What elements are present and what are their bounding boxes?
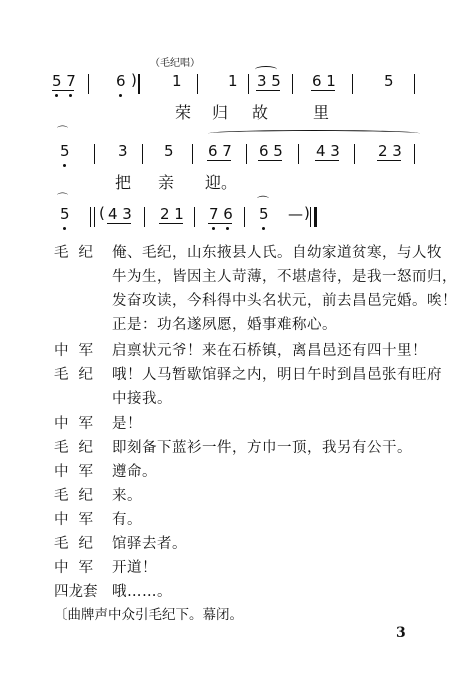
score-note: 2 1 (160, 205, 184, 223)
dialogue-line: 开道！ (112, 560, 157, 576)
speaker: 毛纪 (54, 536, 103, 552)
script-page: （毛纪唱） 5 7 6 ) 1 1 3 5 6 1 5 荣 归 故 里 ⌒ 5 3 5 6 7 6 5 4 3 2 3 把 亲 迎。 ⌒ 5 ( 4 3 2 1 7 6 ⌒ 5 — ) 毛纪 俺、毛纪，山东掖县人氏。自幼家道贫寒，与人牧 牛为生，皆因主人苛薄，不堪虐待，是我一怒而归， 发奋攻读，今科得中头名状元，前去昌邑完婚。唉！ 正是：功名遂夙愿，婚事难称心。 中军 启禀状元爷！来在石桥镇，离昌邑还有四十里！ 毛纪 哦！人马暂歇馆驿之内，明日午时到昌邑张有旺府 中接我。 中军 是！ 毛纪 即刻备下蓝衫一件，方巾一顶，我另有公干。 中军 遵命。 毛纪 来。 中军 有。 毛纪 馆驿去者。 中军 开道！ 四龙套 哦……。 〔曲牌声中众引毛纪下。幕闭。 3 (0, 0, 462, 690)
lyric: 里 (313, 103, 330, 122)
speaker: 毛纪 (54, 367, 103, 383)
speaker: 中军 (54, 464, 103, 480)
speaker: 毛纪 (54, 245, 103, 261)
stage-direction: 〔曲牌声中众引毛纪下。幕闭。 (54, 607, 243, 623)
dialogue-line: 有。 (112, 512, 142, 528)
dialogue-line: 哦……。 (112, 584, 172, 600)
lyric: 故 (252, 103, 269, 122)
score-note: 5 (164, 142, 174, 160)
speaker: 四龙套 (54, 584, 98, 600)
dialogue-line: 来。 (112, 488, 142, 504)
score-note: 6 1 (312, 72, 336, 90)
lyric: 把 (115, 173, 132, 192)
score-note: 3 (118, 142, 128, 160)
singer-annotation: （毛纪唱） (150, 58, 200, 69)
dialogue-line: 中接我。 (112, 391, 172, 407)
lyric: 亲 (158, 173, 175, 192)
score-note: 4 3 (108, 205, 132, 223)
dialogue-line: 馆驿去者。 (112, 536, 187, 552)
speaker: 中军 (54, 512, 103, 528)
dialogue-line: 遵命。 (112, 464, 157, 480)
score-row-3: 5 ( 4 3 2 1 7 6 ⌒ 5 — ) (52, 205, 412, 245)
score-note: 6 5 (259, 142, 283, 160)
score-note: 2 3 (378, 142, 402, 160)
score-note: 6 (116, 72, 126, 90)
speaker: 中军 (54, 560, 103, 576)
score-note: 5 (384, 72, 394, 90)
dialogue-line: 即刻备下蓝衫一件，方巾一顶，我另有公干。 (112, 440, 412, 456)
score-note: 1 (228, 72, 238, 90)
score-row-1: 5 7 6 ) 1 1 3 5 6 1 5 (52, 72, 412, 112)
speaker: 毛纪 (54, 488, 103, 504)
score-note: 4 3 (316, 142, 340, 160)
score-note: 7 6 (209, 205, 233, 223)
score-note: 1 (172, 72, 182, 90)
speaker: 毛纪 (54, 440, 103, 456)
page-number: 3 (396, 625, 406, 641)
score-note: 6 7 (208, 142, 232, 160)
lyric: 荣 (175, 103, 192, 122)
score-note: 5 7 (52, 72, 76, 90)
dialogue-line: 发奋攻读，今科得中头名状元，前去昌邑完婚。唉！ (112, 293, 457, 309)
dialogue-line: 是！ (112, 416, 142, 432)
dialogue-line: 俺、毛纪，山东掖县人氏。自幼家道贫寒，与人牧 (112, 245, 442, 261)
dialogue-line: 哦！人马暂歇馆驿之内，明日午时到昌邑张有旺府 (112, 367, 442, 383)
lyric: 迎。 (205, 173, 238, 192)
speaker: 中军 (54, 343, 103, 359)
speaker: 中军 (54, 416, 103, 432)
score-note: 3 5 (257, 72, 281, 90)
score-dash: — (288, 205, 303, 223)
dialogue-line: 牛为生，皆因主人苛薄，不堪虐待，是我一怒而归， (112, 269, 457, 285)
dialogue-line: 启禀状元爷！来在石桥镇，离昌邑还有四十里！ (112, 343, 427, 359)
score-note: 5 (259, 205, 269, 223)
lyric: 归 (212, 103, 229, 122)
score-note: 5 (60, 142, 70, 160)
score-note: 5 (60, 205, 70, 223)
dialogue-line: 正是：功名遂夙愿，婚事难称心。 (112, 317, 337, 333)
